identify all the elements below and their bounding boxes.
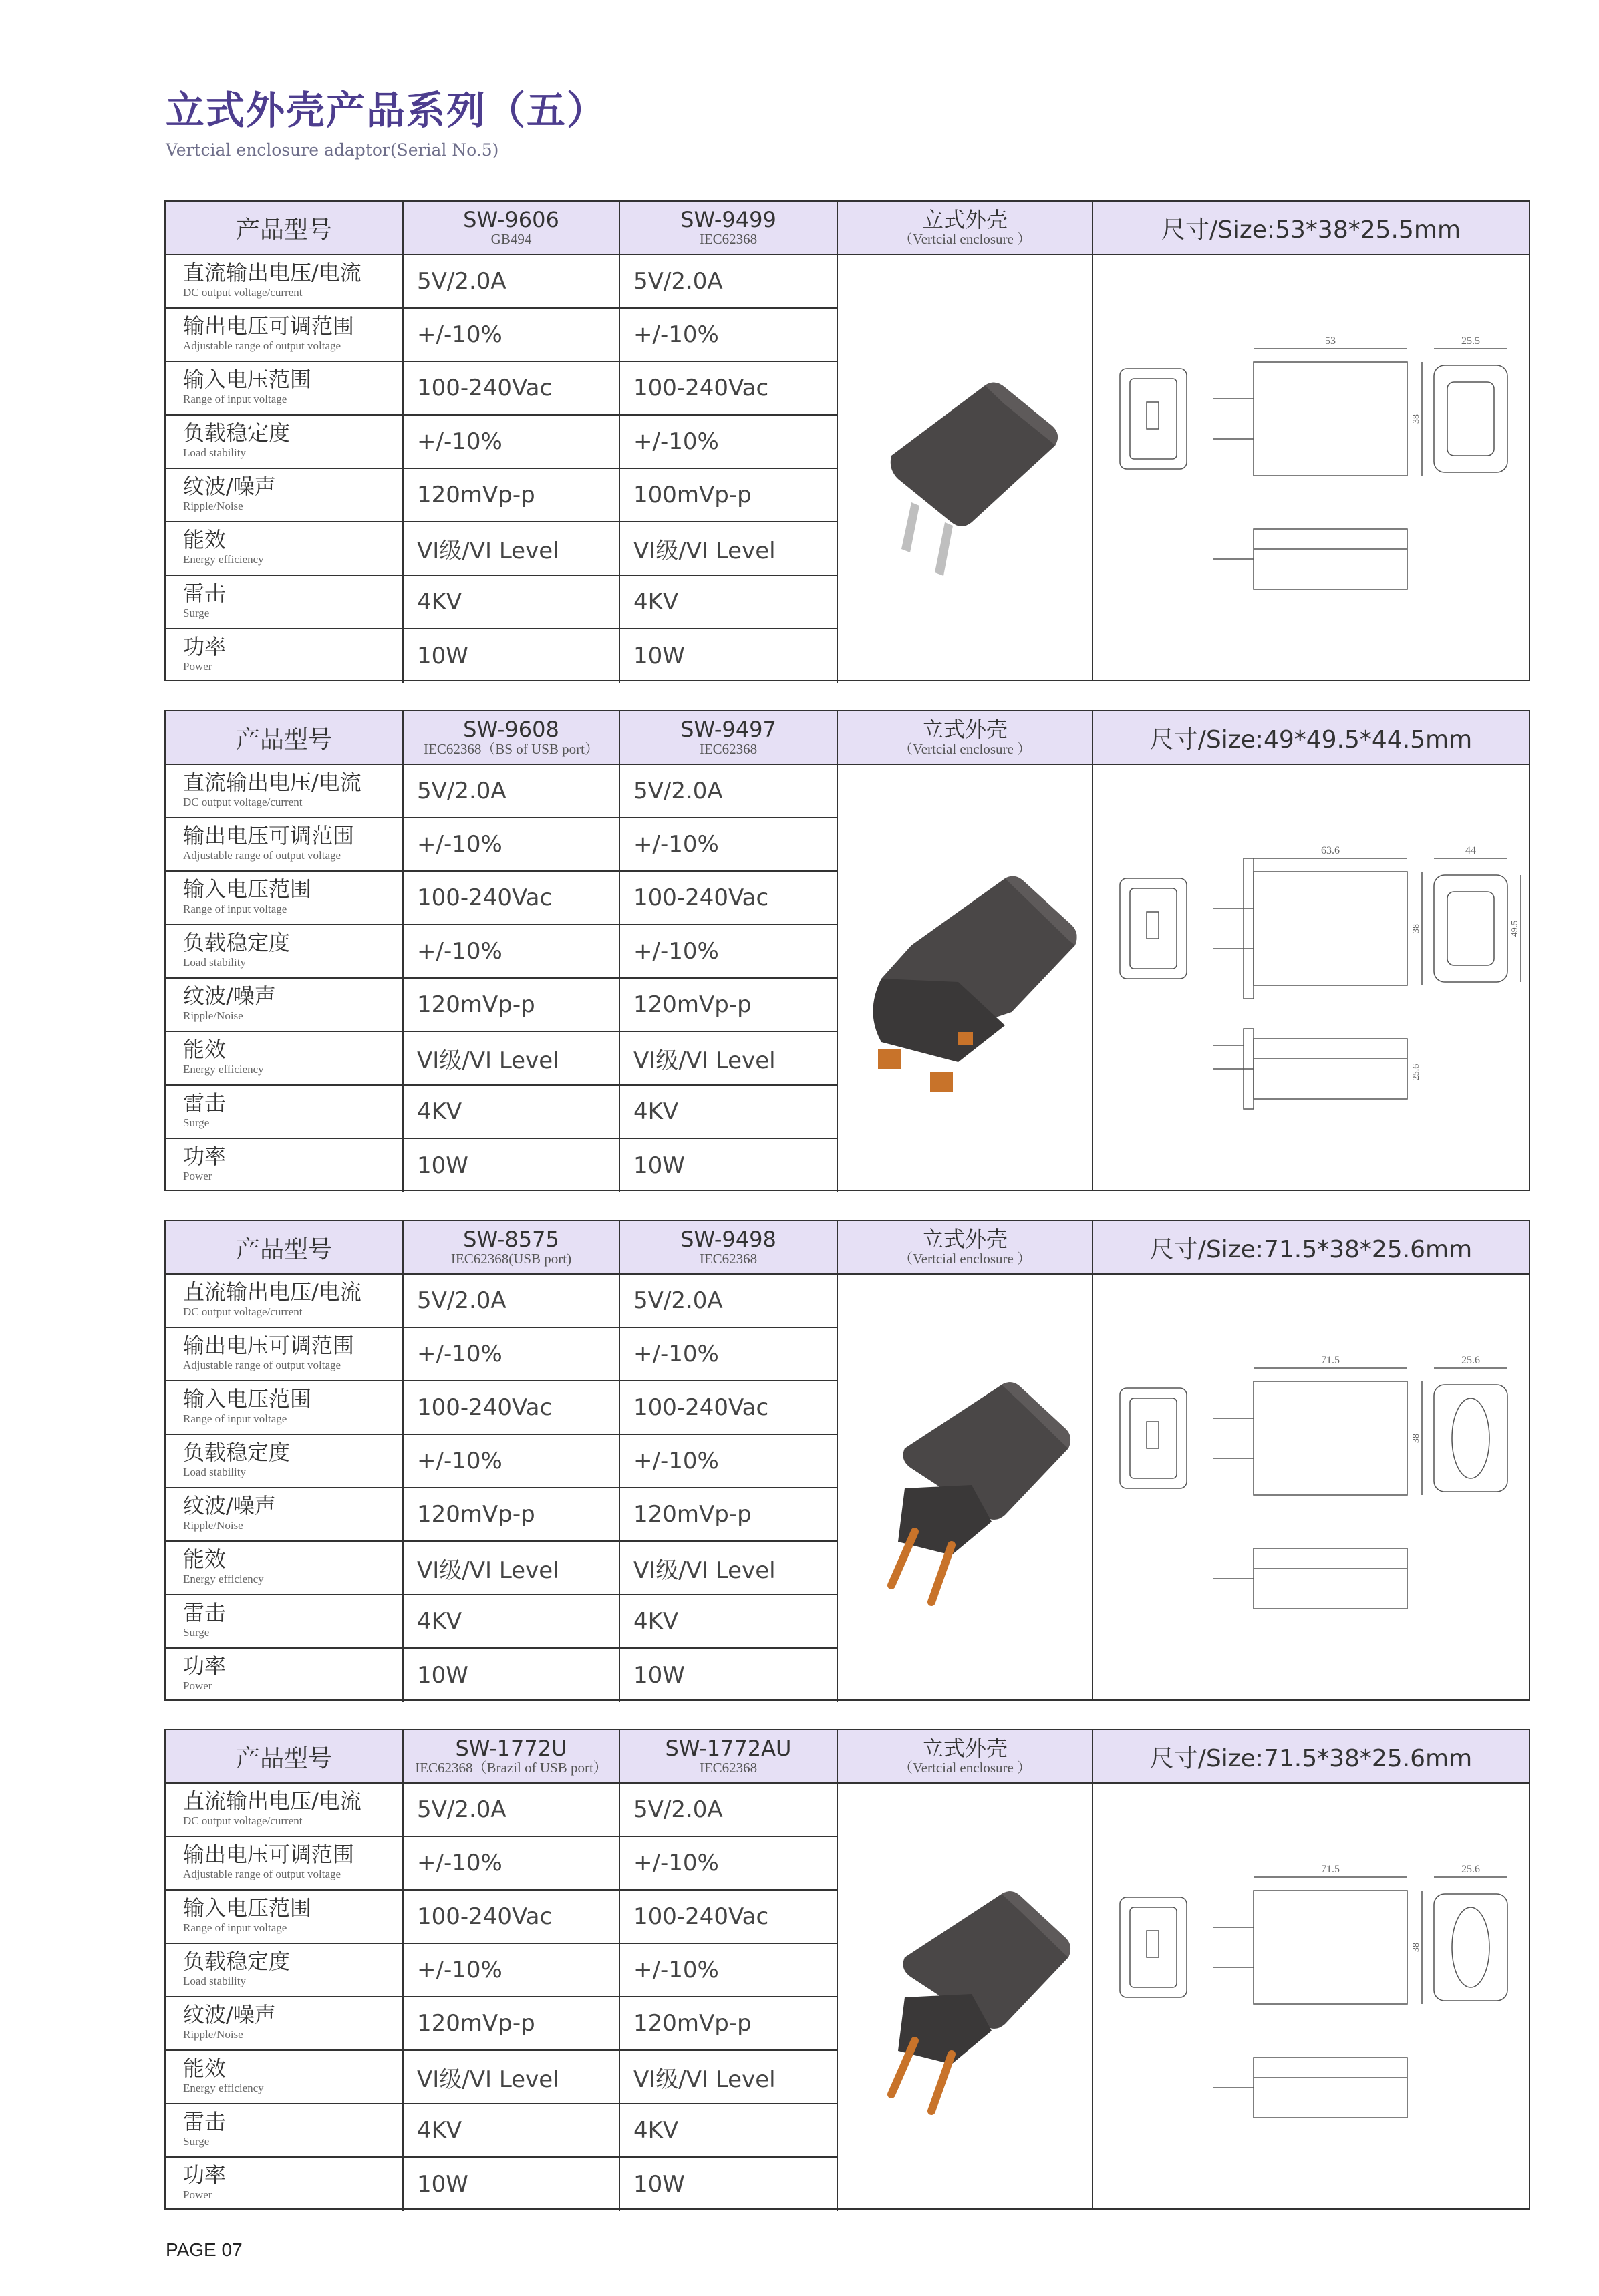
dim-height-label: 38 xyxy=(1411,1434,1421,1443)
spec-label-en: Ripple/Noise xyxy=(183,1519,243,1532)
spec-value: 120mVp-p xyxy=(404,979,620,1032)
usb-port xyxy=(1147,1422,1159,1448)
spec-label-en: Power xyxy=(183,1170,212,1182)
header-model-label-text: 产品型号 xyxy=(235,1744,332,1772)
model-name: SW-9606 xyxy=(463,207,559,232)
spec-value: 10W xyxy=(404,629,620,683)
spec-value: 5V/2.0A xyxy=(620,1784,838,1837)
spec-value: 4KV xyxy=(620,576,838,629)
header-model-label xyxy=(166,1221,404,1275)
product-image xyxy=(838,1275,1093,1699)
model-standard: IEC62368 xyxy=(699,1760,758,1776)
spec-label-en: Power xyxy=(183,2188,212,2201)
dim-depth-label: 25.6 xyxy=(1411,1063,1421,1081)
header-model-1 xyxy=(404,1221,620,1275)
spec-label-cn: 雷击 xyxy=(183,2109,227,2134)
dim-height-label: 38 xyxy=(1411,414,1421,424)
spec-value: 5V/2.0A xyxy=(620,255,838,309)
spec-label-en: Energy efficiency xyxy=(183,2082,264,2094)
spec-label-cn: 雷击 xyxy=(183,1090,227,1116)
spec-label-en: Range of input voltage xyxy=(183,1921,287,1934)
spec-label-en: Surge xyxy=(183,2135,210,2148)
enclosure-cn: 立式外壳 xyxy=(921,1736,1008,1761)
spec-value: 4KV xyxy=(404,576,620,629)
spec-label-en: Load stability xyxy=(183,1466,246,1478)
spec-label-cn: 直流输出电压/电流 xyxy=(183,1279,361,1305)
spec-label-cn: 纹波/噪声 xyxy=(183,2002,276,2027)
spec-label xyxy=(166,469,404,522)
enclosure-en: （Vertcial enclosure ） xyxy=(898,1251,1032,1267)
header-model-2 xyxy=(620,202,838,255)
adapter-render xyxy=(891,383,1058,576)
product-table-3 xyxy=(164,1220,1530,1701)
spec-value: +/-10% xyxy=(404,1435,620,1488)
spec-label xyxy=(166,2051,404,2104)
spec-value: 10W xyxy=(620,1649,838,1702)
spec-label xyxy=(166,2158,404,2211)
plug-pin xyxy=(930,1072,953,1092)
spec-label-en: Energy efficiency xyxy=(183,1063,264,1076)
spec-label xyxy=(166,362,404,416)
spec-label-en: Ripple/Noise xyxy=(183,500,243,512)
dim-height2-label: 49.5 xyxy=(1510,920,1520,937)
end-view-socket xyxy=(1452,1907,1489,1987)
product-table-4 xyxy=(164,1729,1530,2210)
header-model-2 xyxy=(620,1730,838,1784)
spec-value: 10W xyxy=(404,1139,620,1192)
end-view-socket xyxy=(1447,382,1494,456)
spec-value: +/-10% xyxy=(404,1837,620,1891)
spec-value: +/-10% xyxy=(620,818,838,872)
spec-value: +/-10% xyxy=(620,1837,838,1891)
spec-label-en: Surge xyxy=(183,1116,210,1129)
model-standard: IEC62368（BS of USB port） xyxy=(424,741,599,757)
adapter-render xyxy=(891,1382,1070,1602)
header-size xyxy=(1093,711,1529,765)
spec-value: +/-10% xyxy=(404,1328,620,1381)
dim-length-label: 71.5 xyxy=(1321,1864,1340,1875)
model-name: SW-9497 xyxy=(680,717,776,742)
size-text: 尺寸/Size:71.5*38*25.6mm xyxy=(1149,1235,1473,1263)
spec-label-en: Power xyxy=(183,1679,212,1692)
spec-value: 100-240Vac xyxy=(404,362,620,416)
header-model-label-text: 产品型号 xyxy=(235,1235,332,1263)
spec-label xyxy=(166,629,404,683)
spec-label-en: Adjustable range of output voltage xyxy=(183,849,341,862)
spec-value: 5V/2.0A xyxy=(620,1275,838,1328)
spec-label xyxy=(166,416,404,469)
spec-label-cn: 负载稳定度 xyxy=(183,1949,291,1974)
end-view-socket xyxy=(1447,892,1494,965)
spec-label-cn: 输出电压可调范围 xyxy=(183,1842,355,1867)
spec-label-cn: 输出电压可调范围 xyxy=(183,823,355,848)
spec-label-cn: 纹波/噪声 xyxy=(183,474,276,499)
faceplate xyxy=(1244,858,1254,999)
spec-value: 4KV xyxy=(620,1086,838,1139)
spec-label xyxy=(166,1891,404,1944)
model-name: SW-9498 xyxy=(680,1226,776,1252)
spec-value: +/-10% xyxy=(620,1328,838,1381)
spec-label-cn: 功率 xyxy=(183,634,227,659)
enclosure-en: （Vertcial enclosure ） xyxy=(898,1760,1032,1776)
usb-port xyxy=(1147,912,1159,939)
spec-label-cn: 纹波/噪声 xyxy=(183,1493,276,1518)
spec-value: +/-10% xyxy=(404,1944,620,1997)
spec-label-en: Energy efficiency xyxy=(183,1573,264,1585)
spec-value: 100mVp-p xyxy=(620,469,838,522)
header-enclosure xyxy=(838,202,1093,255)
spec-label-cn: 输出电压可调范围 xyxy=(183,1333,355,1358)
dim-height-label: 38 xyxy=(1411,924,1421,933)
spec-value: VI级/VI Level xyxy=(404,1542,620,1595)
dimension-drawing xyxy=(1120,1355,1507,1609)
spec-value: +/-10% xyxy=(404,416,620,469)
spec-label-en: Ripple/Noise xyxy=(183,1009,243,1022)
dim-width-label: 44 xyxy=(1465,845,1476,856)
spec-label xyxy=(166,522,404,576)
dim-width-label: 25.6 xyxy=(1461,1864,1480,1875)
spec-label-en: Load stability xyxy=(183,446,246,459)
spec-label xyxy=(166,1542,404,1595)
spec-value: +/-10% xyxy=(620,1944,838,1997)
size-text: 尺寸/Size:71.5*38*25.6mm xyxy=(1149,1744,1473,1772)
spec-value: 5V/2.0A xyxy=(620,765,838,818)
enclosure-en: （Vertcial enclosure ） xyxy=(898,741,1032,757)
model-name: SW-8575 xyxy=(463,1226,559,1252)
usb-port xyxy=(1147,402,1159,429)
spec-value: 100-240Vac xyxy=(620,1891,838,1944)
header-model-label-text: 产品型号 xyxy=(235,216,332,244)
spec-label-cn: 直流输出电压/电流 xyxy=(183,770,361,795)
header-model-label xyxy=(166,1730,404,1784)
header-size xyxy=(1093,1730,1529,1784)
spec-value: 100-240Vac xyxy=(404,1381,620,1435)
bottom-view xyxy=(1254,2058,1407,2118)
model-name: SW-9499 xyxy=(680,207,776,232)
spec-value: 4KV xyxy=(404,2104,620,2158)
spec-label-en: Adjustable range of output voltage xyxy=(183,1359,341,1371)
spec-label-en: Power xyxy=(183,660,212,673)
spec-label-cn: 输出电压可调范围 xyxy=(183,313,355,339)
spec-value: +/-10% xyxy=(404,818,620,872)
header-model-label-text: 产品型号 xyxy=(235,725,332,754)
spec-value: +/-10% xyxy=(620,1435,838,1488)
dimension-drawing xyxy=(1120,335,1507,589)
spec-value: 4KV xyxy=(404,1086,620,1139)
spec-label-cn: 功率 xyxy=(183,1144,227,1169)
dim-height-label: 38 xyxy=(1411,1943,1421,1952)
spec-label-en: Load stability xyxy=(183,956,246,969)
plug-pin xyxy=(878,1049,901,1069)
spec-value: 120mVp-p xyxy=(620,979,838,1032)
spec-label xyxy=(166,309,404,362)
side-view xyxy=(1254,1381,1407,1495)
spec-value: 120mVp-p xyxy=(404,1997,620,2051)
spec-label xyxy=(166,1086,404,1139)
spec-value: 10W xyxy=(404,2158,620,2211)
product-image xyxy=(838,255,1093,680)
spec-label-en: Range of input voltage xyxy=(183,393,287,405)
model-name: SW-9608 xyxy=(463,717,559,742)
spec-label xyxy=(166,765,404,818)
model-name: SW-1772AU xyxy=(665,1736,792,1761)
spec-label-en: DC output voltage/current xyxy=(183,286,303,299)
spec-label xyxy=(166,1032,404,1086)
spec-value: 4KV xyxy=(404,1595,620,1649)
dim-width-label: 25.5 xyxy=(1461,335,1480,347)
header-enclosure xyxy=(838,1221,1093,1275)
model-standard: IEC62368（Brazil of USB port） xyxy=(415,1760,607,1776)
bottom-view xyxy=(1254,1039,1407,1099)
dim-length-label: 63.6 xyxy=(1321,845,1340,856)
spec-label-cn: 输入电压范围 xyxy=(183,367,312,392)
spec-value: 10W xyxy=(404,1649,620,1702)
spec-label xyxy=(166,576,404,629)
model-standard: GB494 xyxy=(490,231,532,247)
spec-value: 120mVp-p xyxy=(404,469,620,522)
header-enclosure xyxy=(838,1730,1093,1784)
spec-value: 4KV xyxy=(620,2104,838,2158)
spec-label-en: Energy efficiency xyxy=(183,553,264,566)
spec-label-en: Surge xyxy=(183,607,210,619)
page-title: 立式外壳产品系列（五） xyxy=(166,88,607,133)
spec-label-cn: 能效 xyxy=(183,1546,227,1572)
spec-value: 120mVp-p xyxy=(404,1488,620,1542)
dimension-drawing xyxy=(1120,845,1521,1109)
adapter-render xyxy=(873,876,1077,1092)
spec-label xyxy=(166,1944,404,1997)
spec-label-cn: 能效 xyxy=(183,2056,227,2081)
spec-label-cn: 功率 xyxy=(183,1653,227,1679)
spec-label-cn: 能效 xyxy=(183,1037,227,1062)
header-model-2 xyxy=(620,711,838,765)
plug-pin xyxy=(935,522,953,576)
spec-value: 10W xyxy=(620,1139,838,1192)
spec-value: 100-240Vac xyxy=(404,1891,620,1944)
dimension-diagram xyxy=(1093,255,1529,680)
page-number: PAGE 07 xyxy=(166,2239,243,2260)
side-view xyxy=(1254,1891,1407,2004)
product-table-2 xyxy=(164,710,1530,1191)
header-model-1 xyxy=(404,202,620,255)
spec-value: VI级/VI Level xyxy=(620,522,838,576)
model-standard: IEC62368 xyxy=(699,1251,758,1267)
spec-label xyxy=(166,818,404,872)
spec-value: 120mVp-p xyxy=(620,1997,838,2051)
spec-label-cn: 雷击 xyxy=(183,1600,227,1625)
spec-label xyxy=(166,1381,404,1435)
spec-value: VI级/VI Level xyxy=(620,1032,838,1086)
spec-label-cn: 负载稳定度 xyxy=(183,1440,291,1465)
spec-label xyxy=(166,1435,404,1488)
front-view-inner xyxy=(1130,1398,1177,1478)
spec-value: 5V/2.0A xyxy=(404,765,620,818)
header-size xyxy=(1093,202,1529,255)
dim-length-label: 71.5 xyxy=(1321,1355,1340,1366)
spec-label-en: Range of input voltage xyxy=(183,1412,287,1425)
spec-label xyxy=(166,1328,404,1381)
dimension-drawing xyxy=(1120,1864,1507,2118)
spec-label xyxy=(166,1997,404,2051)
spec-label-en: Range of input voltage xyxy=(183,903,287,915)
spec-value: +/-10% xyxy=(404,309,620,362)
spec-label-en: Adjustable range of output voltage xyxy=(183,1868,341,1880)
spec-label xyxy=(166,925,404,979)
spec-label-cn: 功率 xyxy=(183,2162,227,2188)
spec-value: 5V/2.0A xyxy=(404,1784,620,1837)
side-view xyxy=(1254,362,1407,476)
dimension-diagram xyxy=(1093,1784,1529,2208)
spec-label-en: Surge xyxy=(183,1626,210,1639)
front-view-inner xyxy=(1130,1907,1177,1987)
spec-value: 5V/2.0A xyxy=(404,1275,620,1328)
header-enclosure xyxy=(838,711,1093,765)
spec-label xyxy=(166,1649,404,1702)
plug-pin xyxy=(958,1032,973,1045)
dim-length-label: 53 xyxy=(1325,335,1336,347)
spec-label-cn: 输入电压范围 xyxy=(183,876,312,902)
spec-label-cn: 输入电压范围 xyxy=(183,1386,312,1412)
spec-label xyxy=(166,2104,404,2158)
page-subtitle: Vertcial enclosure adaptor(Serial No.5) xyxy=(166,140,499,160)
plug-pin xyxy=(931,2054,952,2111)
front-view-inner xyxy=(1130,888,1177,969)
spec-value: 5V/2.0A xyxy=(404,255,620,309)
end-view xyxy=(1434,1894,1507,2001)
spec-label-en: Ripple/Noise xyxy=(183,2028,243,2041)
spec-value: VI级/VI Level xyxy=(404,1032,620,1086)
product-table-1 xyxy=(164,200,1530,681)
header-model-1 xyxy=(404,1730,620,1784)
enclosure-cn: 立式外壳 xyxy=(921,1226,1008,1252)
plug-pin xyxy=(931,1545,952,1602)
bottom-view xyxy=(1254,1548,1407,1609)
header-model-1 xyxy=(404,711,620,765)
spec-value: VI级/VI Level xyxy=(620,2051,838,2104)
spec-label-en: Load stability xyxy=(183,1975,246,1987)
end-view xyxy=(1434,875,1507,982)
enclosure-cn: 立式外壳 xyxy=(921,207,1008,232)
spec-label xyxy=(166,1837,404,1891)
spec-value: 100-240Vac xyxy=(620,1381,838,1435)
end-view-socket xyxy=(1452,1398,1489,1478)
spec-label-en: Adjustable range of output voltage xyxy=(183,339,341,352)
spec-label-cn: 雷击 xyxy=(183,581,227,606)
size-text: 尺寸/Size:53*38*25.5mm xyxy=(1161,216,1461,244)
product-image xyxy=(838,765,1093,1190)
spec-label xyxy=(166,1595,404,1649)
header-size xyxy=(1093,1221,1529,1275)
model-standard: IEC62368(USB port) xyxy=(450,1251,572,1267)
spec-value: +/-10% xyxy=(404,925,620,979)
front-view-inner xyxy=(1130,379,1177,459)
spec-label xyxy=(166,1275,404,1328)
spec-label-cn: 输入电压范围 xyxy=(183,1895,312,1921)
header-model-label xyxy=(166,711,404,765)
model-standard: IEC62368 xyxy=(699,741,758,757)
end-view xyxy=(1434,365,1507,472)
spec-value: VI级/VI Level xyxy=(620,1542,838,1595)
spec-label-cn: 纹波/噪声 xyxy=(183,983,276,1009)
spec-value: 120mVp-p xyxy=(620,1488,838,1542)
adapter-render xyxy=(891,1891,1070,2111)
spec-label-en: DC output voltage/current xyxy=(183,796,303,808)
bottom-view xyxy=(1254,529,1407,589)
end-view xyxy=(1434,1385,1507,1492)
spec-label-cn: 直流输出电压/电流 xyxy=(183,1788,361,1814)
spec-value: VI级/VI Level xyxy=(404,2051,620,2104)
product-image xyxy=(838,1784,1093,2208)
spec-label xyxy=(166,1139,404,1192)
enclosure-cn: 立式外壳 xyxy=(921,717,1008,742)
spec-label-cn: 直流输出电压/电流 xyxy=(183,260,361,285)
dimension-diagram xyxy=(1093,765,1529,1190)
spec-label xyxy=(166,872,404,925)
spec-label xyxy=(166,1784,404,1837)
spec-label xyxy=(166,255,404,309)
spec-value: +/-10% xyxy=(620,309,838,362)
spec-label-cn: 能效 xyxy=(183,527,227,552)
spec-value: +/-10% xyxy=(620,416,838,469)
model-standard: IEC62368 xyxy=(699,231,758,247)
spec-label xyxy=(166,979,404,1032)
spec-value: 100-240Vac xyxy=(620,872,838,925)
spec-label-en: DC output voltage/current xyxy=(183,1305,303,1318)
dimension-diagram xyxy=(1093,1275,1529,1699)
spec-value: 10W xyxy=(620,629,838,683)
spec-label-en: DC output voltage/current xyxy=(183,1814,303,1827)
enclosure-en: （Vertcial enclosure ） xyxy=(898,231,1032,247)
spec-value: 4KV xyxy=(620,1595,838,1649)
spec-value: 100-240Vac xyxy=(404,872,620,925)
spec-label-cn: 负载稳定度 xyxy=(183,930,291,955)
spec-value: VI级/VI Level xyxy=(404,522,620,576)
spec-value: 100-240Vac xyxy=(620,362,838,416)
header-model-label xyxy=(166,202,404,255)
spec-label xyxy=(166,1488,404,1542)
size-text: 尺寸/Size:49*49.5*44.5mm xyxy=(1149,725,1473,754)
model-name: SW-1772U xyxy=(455,1736,567,1761)
side-view xyxy=(1254,872,1407,985)
usb-port xyxy=(1147,1931,1159,1957)
spec-value: +/-10% xyxy=(620,925,838,979)
plug-pin xyxy=(901,502,919,552)
spec-label-cn: 负载稳定度 xyxy=(183,420,291,446)
header-model-2 xyxy=(620,1221,838,1275)
spec-value: 10W xyxy=(620,2158,838,2211)
dim-width-label: 25.6 xyxy=(1461,1355,1480,1366)
